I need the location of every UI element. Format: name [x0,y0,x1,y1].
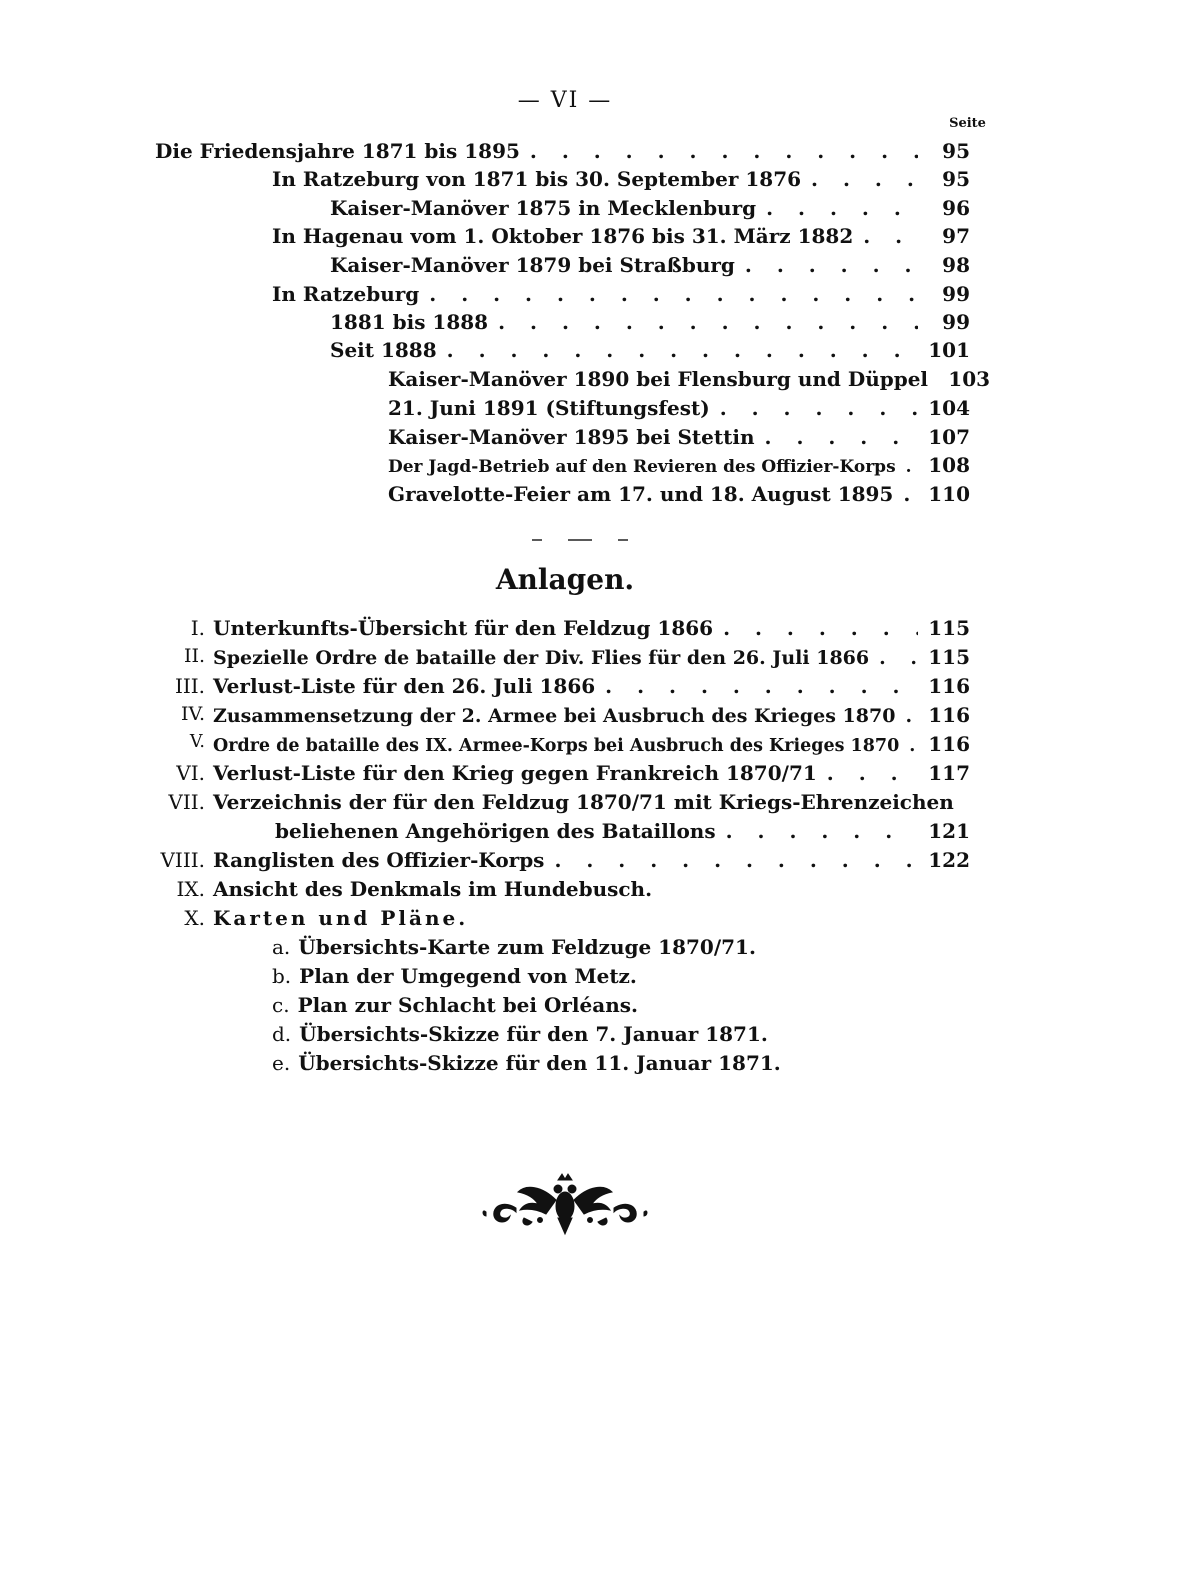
appendix-entry-page: 121 [928,819,970,843]
appendix-entry [181,703,970,732]
toc-entry-title: Kaiser-Manöver 1879 bei Straßburg [330,253,735,277]
dot-leader [863,224,918,248]
toc-entry-page: 99 [942,310,970,334]
dot-leader [554,848,918,872]
dot-leader [530,139,918,163]
toc-entry-page: 95 [942,167,970,191]
toc-entry [272,167,970,196]
eagle-ornament-icon [480,1172,650,1242]
appendix-entry-number: VII. [168,790,205,814]
dot-leader [745,253,918,277]
map-entry-title: Übersichts-Skizze für den 11. Januar 1871. [298,1051,781,1075]
toc-entry [388,396,970,425]
appendix-entry-number: V. [189,732,205,752]
map-entry-letter: a. [272,935,291,959]
appendix-entry-number: IX. [176,877,205,901]
toc-entry [330,310,970,339]
map-entry-letter: e. [272,1051,291,1075]
appendix-heading: Anlagen. [495,563,635,596]
toc-entry-title: In Ratzeburg [272,282,420,306]
toc-entry [155,139,970,168]
dot-leader [811,167,918,191]
appendix-entry [275,819,970,848]
appendix-entry-number: VI. [176,761,205,785]
appendix-entry [160,848,970,877]
map-entry [272,935,756,959]
appendix-entry-number: III. [174,674,205,698]
toc-entry-page: 101 [928,338,970,362]
toc-entry-page: 108 [928,453,970,477]
dot-leader [429,282,918,306]
dot-leader [447,338,918,362]
appendix-entry-page: 115 [928,616,970,640]
appendix-entry [176,761,970,790]
appendix-entry-page: 116 [928,732,970,756]
appendix-entry-title: Ordre de bataille des IX. Armee-Korps bei Ausbruch des Krieges 1870 [213,736,900,756]
appendix-entry [184,906,970,935]
appendix-entry-title: beliehenen Angehörigen des Bataillons [275,819,716,843]
map-entry [272,964,637,988]
toc-entry [272,224,970,253]
dot-leader [765,425,918,449]
map-entry-title: Übersichts-Karte zum Feldzuge 1870/71. [298,935,756,959]
dot-leader [766,196,918,220]
toc-entry [330,196,970,225]
toc-entry-title: In Hagenau vom 1. Oktober 1876 bis 31. März 1882 [272,224,854,248]
toc-entry-title: Gravelotte-Feier am 17. und 18. August 1895 [388,482,894,506]
map-entry-letter: c. [272,993,290,1017]
map-entry [272,1051,781,1075]
appendix-entry [183,645,970,674]
toc-entry [388,367,991,396]
toc-entry-page: 95 [942,139,970,163]
toc-entry-page: 103 [948,367,991,391]
appendix-entry-title: Ansicht des Denkmals im Hundebusch. [213,877,653,901]
appendix-entry-title: Verlust-Liste für den Krieg gegen Frankreich 1870/71 [213,761,817,785]
appendix-entry-number: VIII. [160,848,205,872]
section-divider [530,535,630,545]
map-entry-title: Übersichts-Skizze für den 7. Januar 1871. [299,1022,768,1046]
appendix-entry-title: Karten und Pläne. [213,906,469,930]
appendix-entry-number: IV. [181,703,205,725]
toc-entry [388,482,970,511]
toc-entry [272,282,970,311]
toc-entry [330,338,970,367]
dot-leader [909,736,918,756]
toc-entry-title: 1881 bis 1888 [330,310,489,334]
appendix-entry [168,790,970,819]
map-entry-letter: b. [272,964,292,988]
map-entry [272,1022,768,1046]
page-column-label: Seite [949,116,986,131]
dot-leader [879,647,918,669]
appendix-entry-page: 122 [928,848,970,872]
toc-entry-title: Kaiser-Manöver 1895 bei Stettin [388,425,755,449]
toc-entry [388,453,970,482]
appendix-entry [189,732,970,761]
appendix-entry-title: Spezielle Ordre de bataille der Div. Flies für den 26. Juli 1866 [213,647,870,669]
appendix-entry [190,616,970,645]
dot-leader [827,761,918,785]
appendix-entry-page: 116 [928,703,970,727]
dot-leader [906,457,918,477]
toc-entry-page: 98 [942,253,970,277]
toc-entry-title: In Ratzeburg von 1871 bis 30. September 1876 [272,167,802,191]
toc-entry-title: Der Jagd-Betrieb auf den Revieren des Offizier-Korps [388,457,896,477]
appendix-entry-title: Verlust-Liste für den 26. Juli 1866 [213,674,596,698]
toc-entry-title: Kaiser-Manöver 1875 in Mecklenburg [330,196,757,220]
map-entry-letter: d. [272,1022,292,1046]
toc-entry-page: 107 [928,425,970,449]
appendix-entry-number: II. [183,645,205,667]
appendix-entry-page: 117 [928,761,970,785]
appendix-entry-number: X. [184,906,205,930]
toc-entry-page: 110 [928,482,970,506]
appendix-entry-number: I. [190,616,205,640]
page-number: — VI — [517,88,613,113]
appendix-entry-page: 116 [928,674,970,698]
appendix-entry-title: Verzeichnis der für den Feldzug 1870/71 mit Kriegs-Ehrenzeichen [213,790,954,814]
dot-leader [720,396,918,420]
map-entry [272,993,638,1017]
dot-leader [726,819,918,843]
appendix-entry-title: Unterkunfts-Übersicht für den Feldzug 1866 [213,616,714,640]
toc-entry-page: 99 [942,282,970,306]
appendix-entry-title: Ranglisten des Offizier-Korps [213,848,545,872]
toc-entry [330,253,970,282]
dot-leader [723,616,918,640]
toc-entry [388,425,970,454]
toc-entry-title: Die Friedensjahre 1871 bis 1895 [155,139,520,163]
dot-leader [605,674,918,698]
toc-entry-title: Kaiser-Manöver 1890 bei Flensburg und Düppel [388,367,929,391]
toc-entry-page: 97 [942,224,970,248]
toc-entry-title: Seit 1888 [330,338,437,362]
dot-leader [498,310,918,334]
map-entry-title: Plan zur Schlacht bei Orléans. [297,993,638,1017]
appendix-entry-title: Zusammensetzung der 2. Armee bei Ausbruch des Krieges 1870 [213,705,896,727]
appendix-entry [176,877,970,906]
toc-entry-title: 21. Juni 1891 (Stiftungsfest) [388,396,710,420]
appendix-entry [174,674,970,703]
dot-leader [905,705,918,727]
toc-entry-page: 104 [928,396,970,420]
map-entry-title: Plan der Umgegend von Metz. [299,964,637,988]
toc-entry-page: 96 [942,196,970,220]
dot-leader [903,482,918,506]
appendix-entry-page: 115 [928,645,970,669]
